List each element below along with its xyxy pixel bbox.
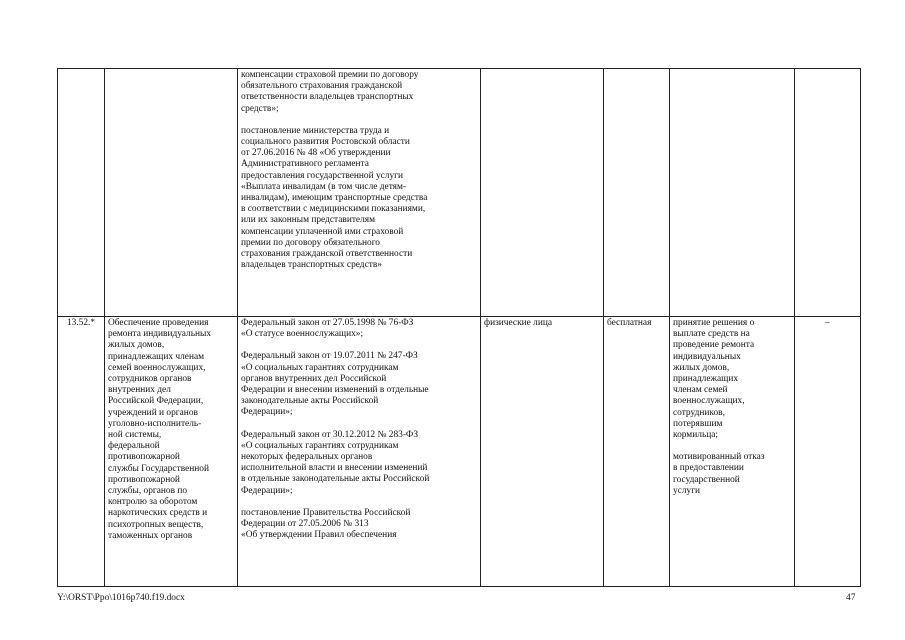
- cell-result: [670, 317, 795, 587]
- text-line: выплате средств на: [673, 329, 750, 340]
- text-line: «О социальных гарантиях сотрудникам: [241, 362, 399, 373]
- text-line: членам семей: [673, 385, 728, 396]
- text-line: Российской Федерации,: [108, 396, 204, 407]
- text-line: предоставления государственной услуги: [241, 170, 404, 181]
- text-line: государственной: [673, 474, 740, 485]
- text-line: владельцев транспортных средств»: [241, 260, 382, 271]
- text-line: противопожарной: [108, 452, 180, 463]
- paragraph: [241, 318, 477, 340]
- cell-number: [58, 69, 105, 317]
- text-line: службы, органов по: [108, 486, 188, 497]
- text-line: социального развития Ростовской области: [241, 137, 410, 148]
- text-line: обязательного страхования гражданской: [241, 81, 403, 92]
- text-line: ной системы,: [108, 430, 162, 441]
- cell-result: [670, 69, 795, 317]
- text-line: в соответствии с медицинскими показаниями,: [241, 204, 426, 215]
- paragraph: [241, 70, 477, 115]
- text-line: компенсации страховой премии по договору: [241, 70, 419, 80]
- text-line: компенсации уплаченной ими страховой: [241, 226, 404, 237]
- table-row-continuation: [58, 69, 861, 317]
- text-line: Федеральный закон от 30.12.2012 № 283-ФЗ: [241, 429, 419, 440]
- text-line: принятие решения о: [673, 318, 755, 328]
- text-line: Федерации от 27.05.2006 № 313: [241, 519, 369, 530]
- text-line: некоторых федеральных органов: [241, 452, 373, 463]
- text-line: военнослужащих,: [673, 396, 745, 407]
- text-line: Федеральный закон от 27.05.1998 № 76-ФЗ: [241, 318, 414, 328]
- cell-cost: бесплатная: [604, 317, 670, 587]
- text-line: жилых домов,: [673, 362, 730, 373]
- text-line: федеральной: [108, 441, 160, 452]
- text-line: от 27.06.2016 № 48 «Об утверждении: [241, 148, 391, 159]
- text-line: проведение ремонта: [673, 340, 755, 351]
- text-line: наркотических средств и: [108, 508, 208, 519]
- text-line: Федерации»;: [241, 407, 293, 418]
- text-line: исполнительной власти и внесении изменений: [241, 463, 428, 474]
- text-line: уголовно-исполнитель-: [108, 418, 202, 429]
- cell-legal-basis: [238, 317, 481, 587]
- cell-last: [795, 69, 861, 317]
- text-line: органов внутренних дел Российской: [241, 373, 387, 384]
- text-line: контролю за оборотом: [108, 497, 198, 508]
- text-line: постановление министерства труда и: [241, 125, 390, 136]
- text-line: семей военнослужащих,: [108, 362, 206, 373]
- text-line: мотивированный отказ: [673, 452, 765, 463]
- text-line: инвалидам), имеющим транспортные средства: [241, 193, 428, 204]
- text-line: «О социальных гарантиях сотрудникам: [241, 440, 399, 451]
- text-line: средств»;: [241, 103, 279, 114]
- cell-service-name: [105, 69, 238, 317]
- text-line: сотрудников,: [673, 407, 725, 418]
- text-line: постановление Правительства Российской: [241, 507, 411, 518]
- text-line: сотрудников органов: [108, 374, 192, 385]
- cell-recipients: физические лица: [481, 317, 604, 587]
- text-line: жилых домов,: [108, 340, 165, 351]
- text-line: страхования гражданской ответственности: [241, 249, 413, 260]
- text-line: премии по договору обязательного: [241, 237, 380, 248]
- text-line: Федеральный закон от 19.07.2011 № 247-ФЗ: [241, 351, 418, 362]
- paragraph: [241, 508, 477, 542]
- table-row-13-52: [58, 317, 861, 587]
- footer-file-path: Y:\ORST\Ppo\1016p740.f19.docx: [57, 593, 185, 603]
- paragraph: [241, 430, 477, 497]
- text-line: «Выплата инвалидам (в том числе детям-: [241, 181, 407, 192]
- cell-legal-basis: [238, 69, 481, 317]
- paragraph: [673, 318, 791, 441]
- text-line: в отдельные законодательные акты Российской: [241, 474, 430, 485]
- paragraph: [241, 126, 477, 272]
- cell-number: 13.52.*: [58, 317, 105, 587]
- text-line: противопожарной: [108, 474, 180, 485]
- text-line: службы Государственной: [108, 463, 209, 474]
- paragraph: [673, 452, 791, 497]
- text-line: учреждений и органов: [108, 407, 198, 418]
- text-line: Федерации и внесении изменений в отдельные: [241, 385, 429, 396]
- text-line: внутренних дел: [108, 385, 171, 396]
- text-line: «Об утверждении Правил обеспечения: [241, 530, 397, 541]
- text-line: услуги: [673, 485, 701, 496]
- text-line: психотропных веществ,: [108, 519, 204, 530]
- cell-cost: [604, 69, 670, 317]
- text-line: «О статусе военнослужащих»;: [241, 329, 364, 340]
- text-line: индивидуальных: [673, 351, 741, 362]
- text-line: таможенных органов: [108, 530, 193, 541]
- paragraph: [241, 351, 477, 418]
- text-line: потерявшим: [673, 418, 723, 429]
- text-line: Обеспечение проведения: [108, 318, 209, 328]
- text-line: принадлежащих: [673, 374, 739, 385]
- services-table: [57, 68, 861, 587]
- text-line: ответственности владельцев транспортных: [241, 92, 414, 103]
- text-line: Федерации»;: [241, 485, 293, 496]
- text-line: в предоставлении: [673, 463, 744, 474]
- cell-last: –: [795, 317, 861, 587]
- text-line: кормильца;: [673, 430, 718, 441]
- cell-recipients: [481, 69, 604, 317]
- text-line: законодательные акты Российской: [241, 396, 379, 407]
- text-line: Административного регламента: [241, 159, 369, 170]
- cell-service-name: [105, 317, 238, 587]
- text-line: ремонта индивидуальных: [108, 329, 212, 340]
- text-line: принадлежащих членам: [108, 351, 205, 362]
- text-line: или их законным представителям: [241, 215, 376, 226]
- footer-page-number: 47: [846, 593, 856, 603]
